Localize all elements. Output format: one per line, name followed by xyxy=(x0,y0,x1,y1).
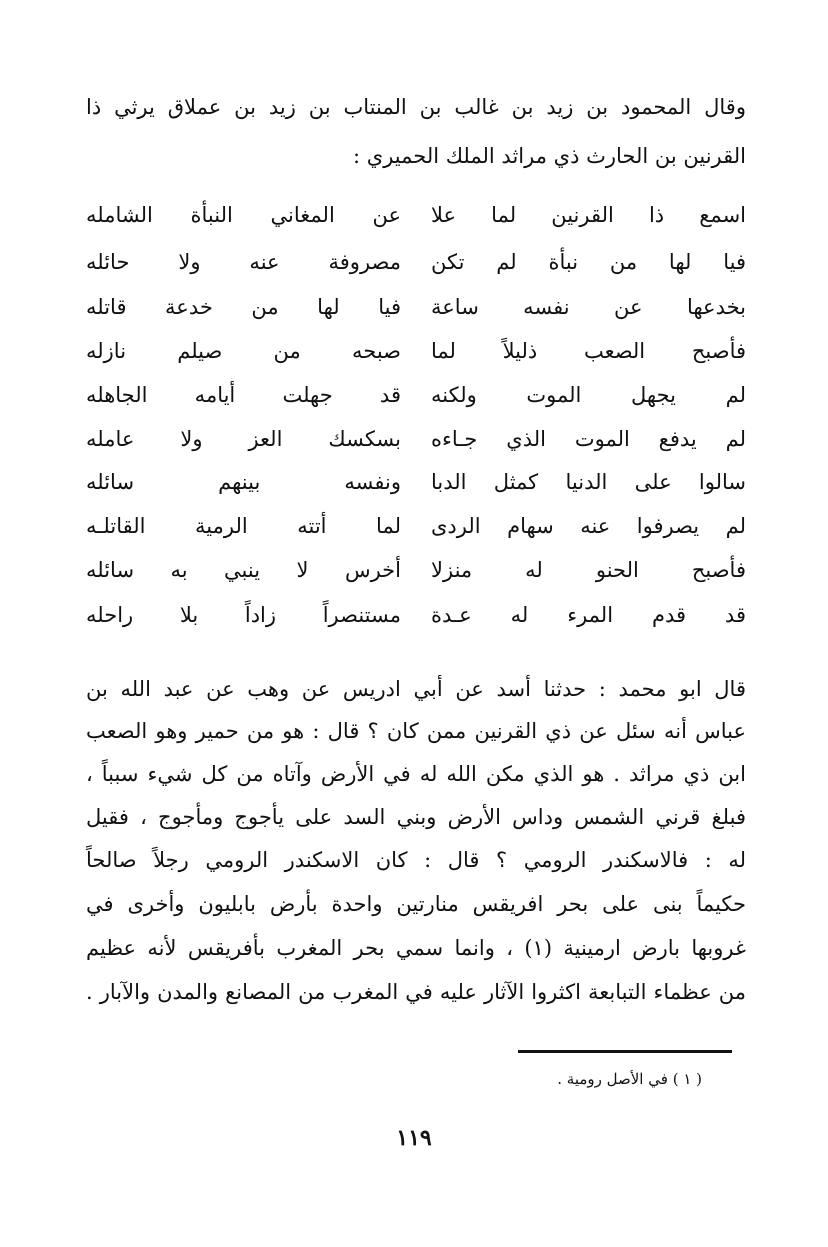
footnote-divider xyxy=(518,1050,732,1053)
narrative-line-6: حكيماً بنى على بحر افريقس منارتين واحدة بأرض بابليون وأخرى في xyxy=(86,892,746,916)
narrative-line-7: غروبها بارض ارمينية (١) ، وانما سمي بحر المغرب بأفريقس لأنه عظيم xyxy=(86,936,746,960)
footnote: ( ١ ) في الأصل رومية . xyxy=(557,1070,702,1088)
verse-first-hemistich: فأصبح الصعب ذليلاً لما xyxy=(431,339,746,363)
verse-second-hemistich: لما أتته الرمية القاتلـه xyxy=(86,514,401,538)
verse-first-hemistich: سالوا على الدنيا كمثل الدبا xyxy=(431,470,746,494)
verse-second-hemistich: ونفسه بينهم سائله xyxy=(86,470,401,494)
verse-row xyxy=(86,465,746,499)
verse-second-hemistich: أخرس لا ينبي به سائله xyxy=(86,558,401,582)
verse-second-hemistich: بسكسك العز ولا عامله xyxy=(86,427,401,451)
verse-row xyxy=(86,598,746,632)
verse-second-hemistich: فيا لها من خدعة قاتله xyxy=(86,295,401,319)
narrative-line-1: قال ابو محمد : حدثنا أسد عن أبي ادريس عن وهب عن عبد الله بن xyxy=(86,677,746,701)
verse-row xyxy=(86,509,746,543)
narrative-line-2: عباس أنه سئل عن ذي القرنين ممن كان ؟ قال : هو من حمير وهو الصعب xyxy=(86,719,746,743)
verse-row xyxy=(86,378,746,412)
narrative-line-3: ابن ذي مراثد . هو الذي مكن الله له في الأرض وآتاه من كل شيء سبباً ، xyxy=(86,762,746,786)
verse-row xyxy=(86,245,746,279)
verse-first-hemistich: فأصبح الحنو له منزلا xyxy=(431,558,746,582)
page-number: ١١٩ xyxy=(396,1125,432,1151)
verse-first-hemistich: لم يصرفوا عنه سهام الردى xyxy=(431,514,746,538)
verse-second-hemistich: قد جهلت أيامه الجاهله xyxy=(86,383,401,407)
narrative-line-4: فبلغ قرني الشمس وداس الأرض وبني السد على يأجوج ومأجوج ، فقيل xyxy=(86,805,746,829)
verse-row xyxy=(86,290,746,324)
verse-second-hemistich: مصروفة عنه ولا حائله xyxy=(86,250,401,274)
verse-second-hemistich: مستنصراً زاداً بلا راحله xyxy=(86,603,401,627)
verse-first-hemistich: قد قدم المرء له عـدة xyxy=(431,603,746,627)
verse-row xyxy=(86,422,746,456)
verse-second-hemistich: عن المغاني النبأة الشامله xyxy=(86,203,401,227)
intro-line-2: القرنين بن الحارث ذي مراثد الملك الحميري : xyxy=(353,144,746,168)
verse-row xyxy=(86,198,746,232)
narrative-line-5: له : فالاسكندر الرومي ؟ قال : كان الاسكندر الرومي رجلاً صالحاً xyxy=(86,848,746,872)
verse-first-hemistich: بخدعها عن نفسه ساعة xyxy=(431,295,746,319)
narrative-line-8: من عظماء التبابعة اكثروا الآثار عليه في المغرب من المصانع والمدن والآبار . xyxy=(86,980,746,1004)
intro-line-1: وقال المحمود بن زيد بن غالب بن المنتاب بن زيد بن عملاق يرثي ذا xyxy=(86,95,746,119)
verse-first-hemistich: اسمع ذا القرنين لما علا xyxy=(431,203,746,227)
verse-second-hemistich: صبحه من صيلم نازله xyxy=(86,339,401,363)
verse-first-hemistich: لم يجهل الموت ولكنه xyxy=(431,383,746,407)
verse-row xyxy=(86,553,746,587)
verse-row xyxy=(86,334,746,368)
verse-first-hemistich: لم يدفع الموت الذي جـاءه xyxy=(431,427,746,451)
verse-first-hemistich: فيا لها من نبأة لم تكن xyxy=(431,250,746,274)
